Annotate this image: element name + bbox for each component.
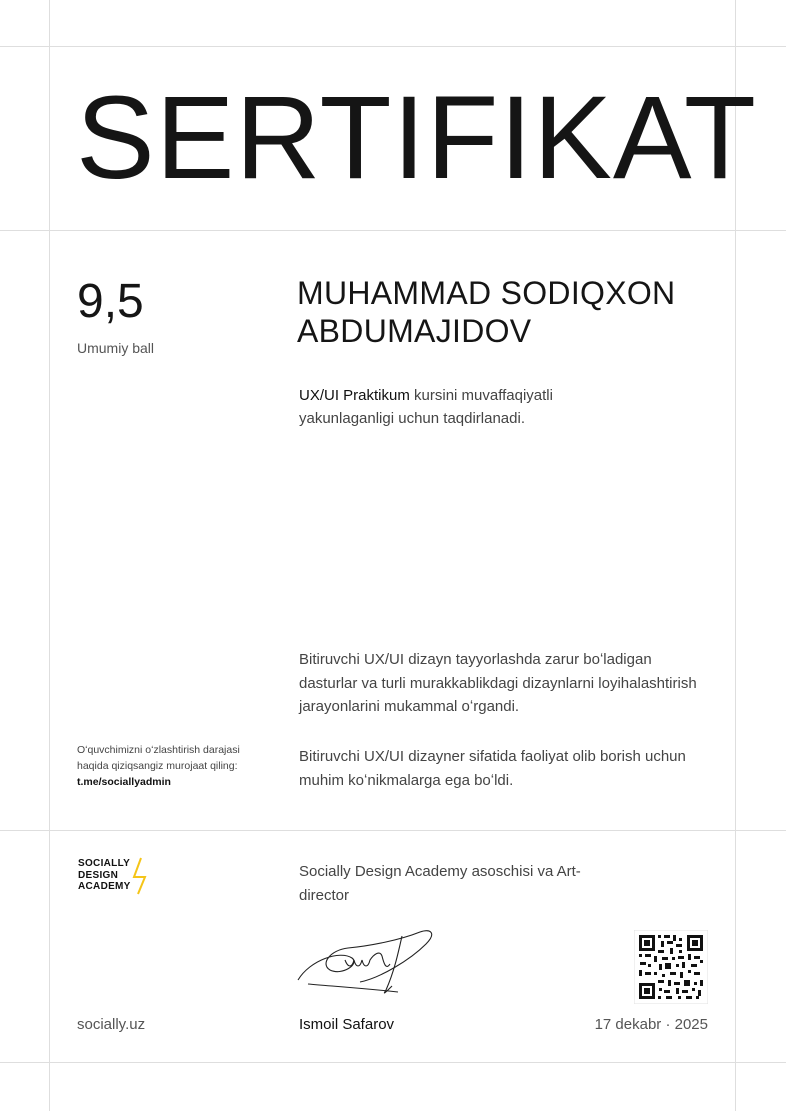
founder-title: Socially Design Academy asoschisi va Art-director xyxy=(299,863,581,904)
course-statement xyxy=(299,384,619,430)
logo-line: DESIGN xyxy=(78,869,119,881)
description-paragraph: Bitiruvchi UX/UI dizayner sifatida faoliyat olib borish uchun muhim koʻnikmalarga ega boʻldi. xyxy=(299,748,686,789)
signature-image xyxy=(290,920,440,1000)
academy-logo xyxy=(78,858,168,893)
qr-code-image xyxy=(634,930,708,1004)
certificate-title: SERTIFIKAT xyxy=(76,72,757,204)
grid-line xyxy=(0,46,786,47)
total-score: 9,5 xyxy=(77,275,144,328)
grid-line xyxy=(0,1062,786,1063)
website-link[interactable]: socially.uz xyxy=(77,1016,146,1033)
description-paragraph: Bitiruvchi UX/UI dizayn tayyorlashda zarur boʻladigan dasturlar va turli murakkablikdagi dizaynlarni loyihalashtirish jarayonlarini mukammal oʻrgandi. xyxy=(299,651,697,715)
recipient-name: MUHAMMAD SODIQXON ABDUMAJIDOV xyxy=(297,275,676,349)
course-text: kursini muvaffaqiyatli yakunlaganligi uchun taqdirlanadi. xyxy=(299,387,553,427)
logo-line: SOCIALLY xyxy=(78,858,131,869)
grid-line xyxy=(0,230,786,231)
signer-name: Ismoil Safarov xyxy=(299,1016,395,1033)
issue-date: 17 dekabr · 2025 xyxy=(594,1016,708,1033)
grid-line xyxy=(0,830,786,831)
logo-line: ACADEMY xyxy=(78,881,131,892)
score-label: Umumiy ball xyxy=(77,340,155,356)
grid-line xyxy=(49,0,50,1111)
lightning-icon xyxy=(129,855,151,897)
contact-note xyxy=(77,742,267,790)
contact-link[interactable]: t.me/sociallyadmin xyxy=(77,776,171,788)
contact-text: Oʻquvchimizni oʻzlashtirish darajasi haqida qiziqsangiz murojaat qiling: xyxy=(77,744,240,772)
course-name: UX/UI Praktikum xyxy=(299,387,410,404)
